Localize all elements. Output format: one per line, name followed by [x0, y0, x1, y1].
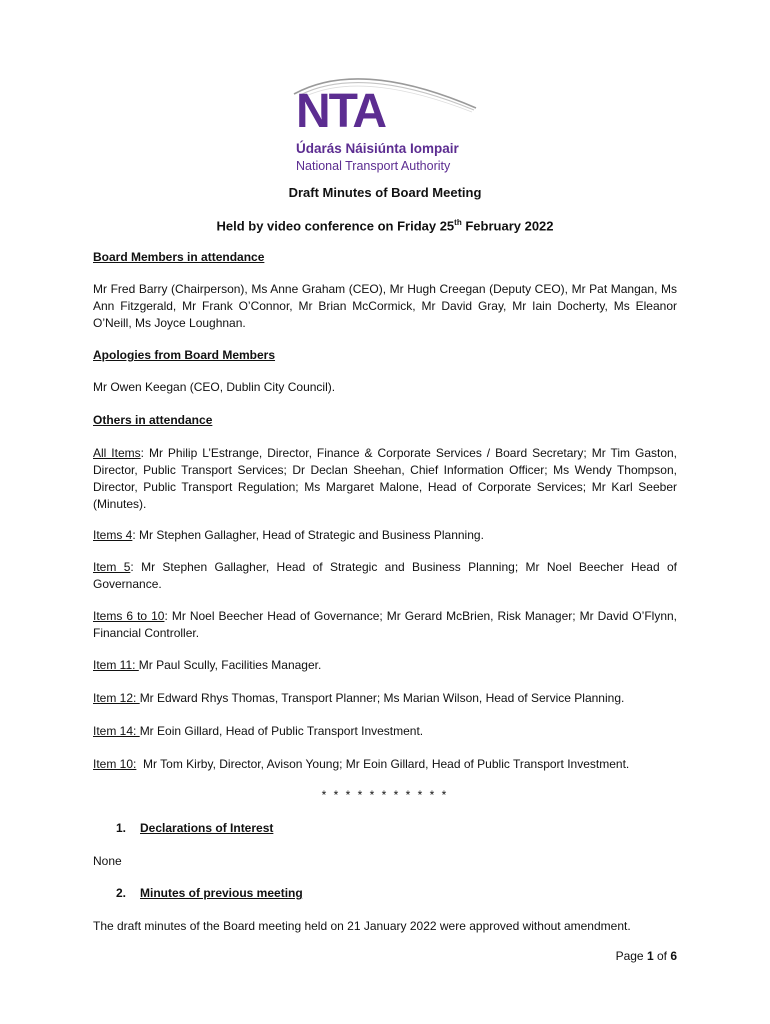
subtitle-suffix: February 2022 — [461, 218, 554, 234]
attendee-item-sep: : — [140, 446, 149, 460]
section-number: 1. — [116, 821, 127, 835]
attendee-item — [93, 608, 677, 642]
board-members-text: Mr Fred Barry (Chairperson), Ms Anne Graham (CEO), Mr Hugh Creegan (Deputy CEO), Mr Pat Mangan, Ms Ann Fitzgerald, Mr Frank O’Connor, Mr Brian McCormick, Mr David Gray, Mr Iain Docherty, Ms Eleanor O’Neill, Ms Joyce Loughnan. — [93, 282, 677, 330]
section-heading — [116, 886, 303, 900]
section-title: Declarations of Interest — [140, 821, 274, 835]
page-label: Page — [615, 949, 647, 963]
logo-mark: NTA — [296, 85, 386, 138]
attendee-item-label: Items 4 — [93, 528, 133, 542]
attendee-item-sep: : — [132, 528, 140, 542]
section-text: The draft minutes of the Board meeting held on 21 January 2022 were approved without amendment. — [93, 919, 631, 933]
attendee-item — [93, 559, 677, 593]
attendee-item — [93, 527, 677, 544]
section-separator: * * * * * * * * * * * — [321, 788, 449, 802]
section-heading — [116, 821, 273, 835]
board-members-heading: Board Members in attendance — [93, 250, 265, 264]
attendee-item-text: Mr Noel Beecher Head of Governance; Mr Gerard McBrien, Risk Manager; Mr David O’Flynn, Financial Controller. — [93, 609, 678, 640]
attendee-item-text: Mr Philip L’Estrange, Director, Finance & Corporate Services / Board Secretary; Mr Tim Gaston, Director, Public Transport Services; Dr Declan Sheehan, Chief Information Officer; Ms Wendy Thompson, Director, Public Transport Regulation; Ms Margaret Malone, Head of Corporate Services; Mr Karl Seeber (Minutes). — [93, 446, 678, 511]
attendee-item-sep: : — [130, 560, 142, 574]
nta-logo — [290, 64, 480, 174]
section-text: None — [93, 854, 122, 868]
attendee-item — [93, 723, 677, 740]
page-footer — [616, 949, 677, 963]
attendee-item-label: Item 11: — [93, 658, 139, 672]
attendee-item-sep: : — [164, 609, 172, 623]
page-total: 6 — [670, 949, 677, 963]
attendee-item — [93, 690, 677, 707]
page-title: Draft Minutes of Board Meeting — [288, 185, 482, 200]
attendee-item-label: Item 12: — [93, 691, 140, 705]
page-of-label: of — [653, 949, 671, 963]
attendee-item-text: Mr Paul Scully, Facilities Manager. — [138, 658, 322, 672]
attendee-item — [93, 445, 677, 513]
attendee-item — [93, 657, 677, 674]
attendee-item-label: All Items — [93, 446, 141, 460]
attendee-item-label: Item 14: — [93, 724, 140, 738]
attendee-item-text: Mr Edward Rhys Thomas, Transport Planner; Ms Marian Wilson, Head of Service Planning. — [139, 691, 625, 705]
logo-irish-name: Údarás Náisiúnta Iompair — [296, 141, 459, 156]
section-number: 2. — [116, 886, 127, 900]
attendee-item-label: Items 6 to 10 — [93, 609, 165, 623]
attendee-item-text: Mr Stephen Gallagher, Head of Strategic and Business Planning. — [139, 528, 484, 542]
attendee-item-text: Mr Tom Kirby, Director, Avison Young; Mr Eoin Gillard, Head of Public Transport Investment. — [143, 757, 630, 771]
apologies-text: Mr Owen Keegan (CEO, Dublin City Council). — [93, 380, 336, 394]
others-heading: Others in attendance — [93, 413, 213, 427]
attendee-item-text: Mr Eoin Gillard, Head of Public Transport Investment. — [139, 724, 424, 738]
logo-english-name: National Transport Authority — [296, 159, 451, 173]
attendee-item — [93, 756, 677, 773]
page-subtitle — [0, 218, 770, 233]
attendee-item-label: Item 10: — [93, 757, 137, 771]
page-number: 1 — [646, 949, 654, 963]
attendee-item-text: Mr Stephen Gallagher, Head of Strategic and Business Planning; Mr Noel Beecher Head of Governance. — [93, 560, 677, 591]
subtitle-prefix: Held by video conference on Friday 25 — [216, 218, 455, 234]
subtitle-sup: th — [454, 218, 462, 227]
apologies-heading: Apologies from Board Members — [93, 348, 276, 362]
section-title: Minutes of previous meeting — [140, 886, 303, 900]
attendee-item-label: Item 5 — [93, 560, 131, 574]
